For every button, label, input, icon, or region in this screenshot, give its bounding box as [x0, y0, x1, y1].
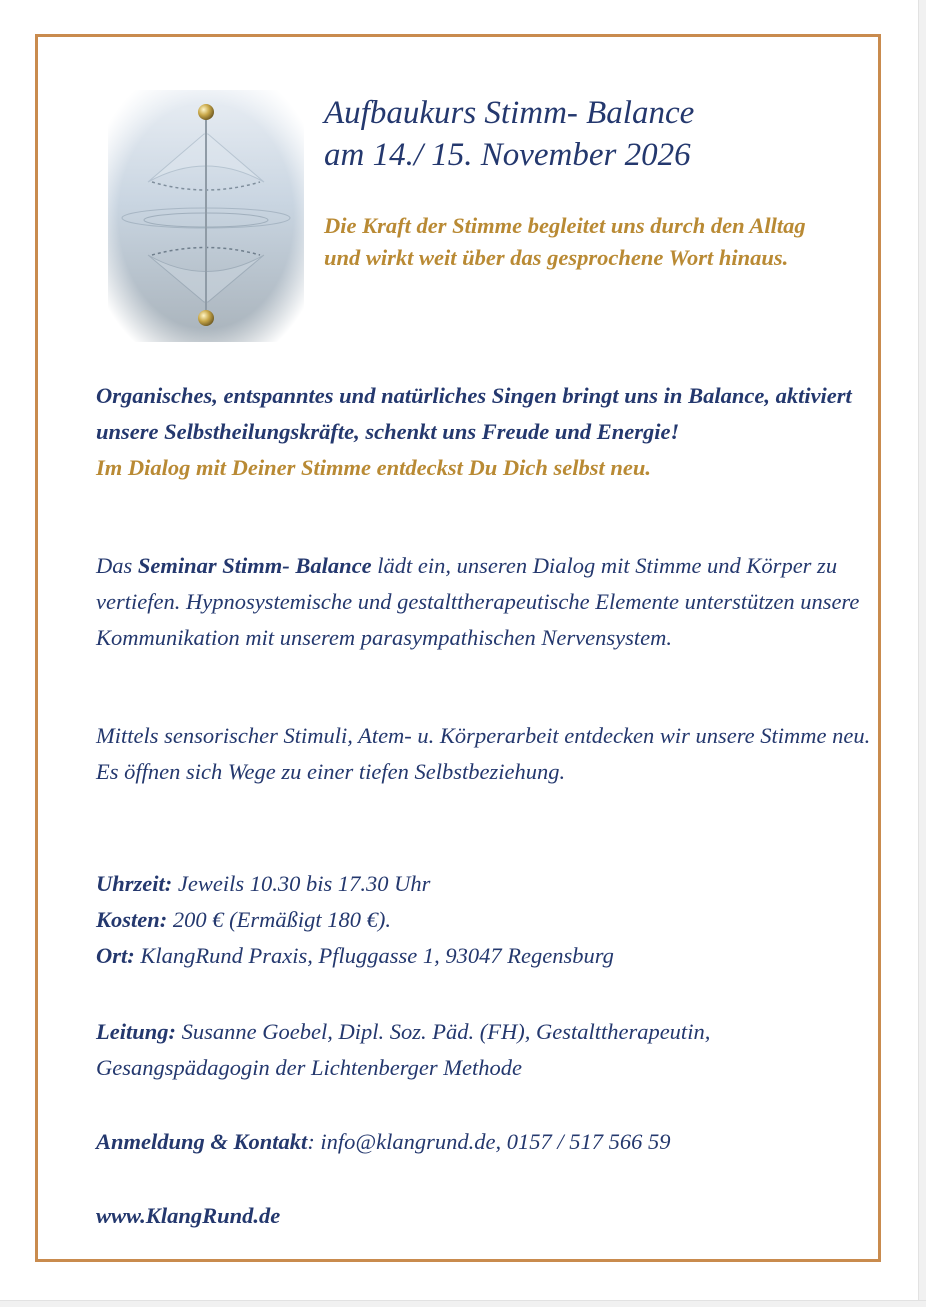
event-details — [96, 866, 886, 974]
seminar-name: Seminar Stimm- Balance — [137, 553, 372, 578]
cost-value: 200 € (Ermäßigt 180 €). — [167, 907, 392, 932]
lead-text: Organisches, entspanntes und natürliches Singen bringt uns in Balance, aktiviert unsere Selbstheilungskräfte, schenkt uns Freude und Energie! — [96, 383, 852, 444]
water-drop-photo — [108, 90, 304, 342]
place-row — [96, 938, 886, 974]
leader-info — [96, 1014, 796, 1086]
title-line-1: Aufbaukurs Stimm- Balance — [324, 95, 695, 131]
place-label: Ort: — [96, 943, 135, 968]
time-value: Jeweils 10.30 bis 17.30 Uhr — [172, 871, 431, 896]
contact-label: Anmeldung & Kontakt — [96, 1129, 308, 1154]
website-link[interactable]: www.KlangRund.de — [96, 1203, 281, 1228]
time-row — [96, 866, 886, 902]
lead-paragraph — [96, 378, 876, 486]
seminar-description-prefix: Das — [96, 553, 138, 578]
intro-quote: Die Kraft der Stimme begleitet uns durch den Alltag und wirkt weit über das gesprochene Wort hinaus. — [324, 213, 806, 270]
page-title — [324, 92, 694, 176]
seminar-description-text: lädt ein, unseren Dialog mit Stimme und Körper zu vertiefen. Hypnosystemische und gestalttherapeutische Elemente unterstützen unsere Kommunikation mit unserem parasympathischen Nervensystem. — [96, 553, 860, 650]
cost-label: Kosten: — [96, 907, 168, 932]
cost-row — [96, 902, 886, 938]
leader-value: Susanne Goebel, Dipl. Soz. Päd. (FH), Gestalttherapeutin, Gesangspädagogin der Lichtenberger Methode — [96, 1019, 711, 1080]
seminar-description — [96, 548, 886, 656]
title-line-2: am 14./ 15. November 2026 — [324, 137, 691, 173]
contact-info — [96, 1124, 886, 1160]
page-edge-right — [918, 0, 926, 1306]
lead-highlight: Im Dialog mit Deiner Stimme entdeckst Du Dich selbst neu. — [96, 455, 652, 480]
contact-value[interactable]: : info@klangrund.de, 0157 / 517 566 59 — [307, 1129, 671, 1154]
time-label: Uhrzeit: — [96, 871, 173, 896]
method-description: Mittels sensorischer Stimuli, Atem- u. Körperarbeit entdecken wir unsere Stimme neu. Es öffnen sich Wege zu einer tiefen Selbstbeziehung. — [96, 723, 871, 784]
leader-label: Leitung: — [96, 1019, 177, 1044]
place-value: KlangRund Praxis, Pfluggasse 1, 93047 Regensburg — [134, 943, 614, 968]
